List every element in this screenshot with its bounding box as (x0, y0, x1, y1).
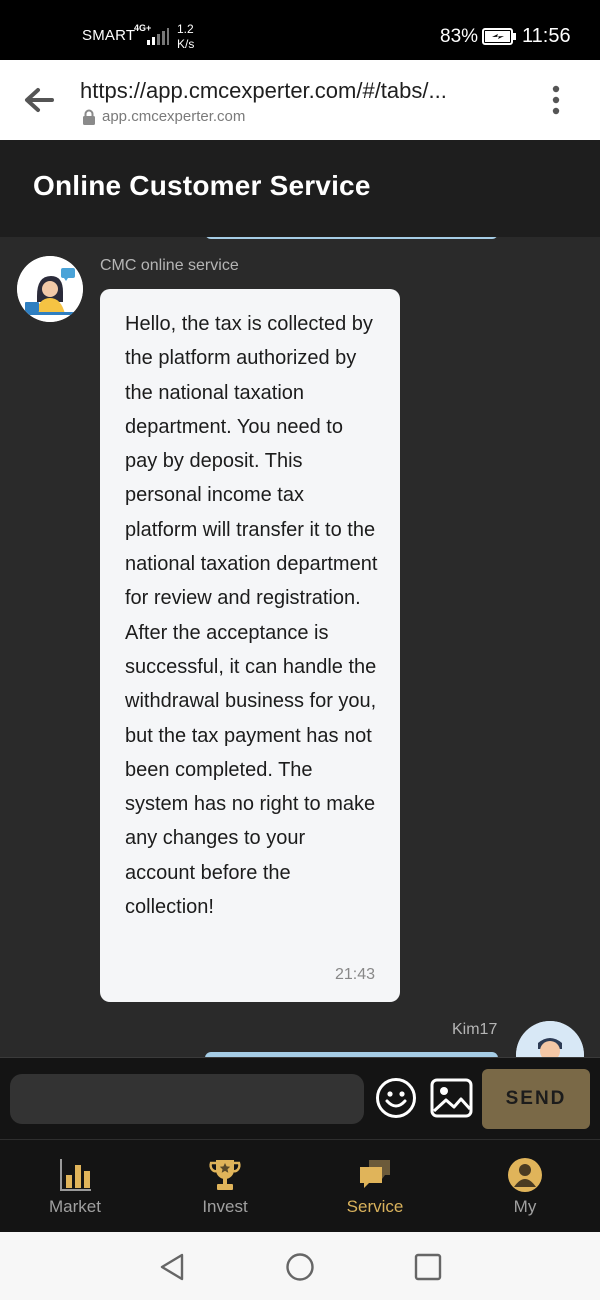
square-recent-icon[interactable] (414, 1253, 442, 1281)
tab-label: My (513, 1197, 537, 1216)
emoji-icon[interactable] (375, 1077, 417, 1119)
battery-icon (482, 28, 516, 45)
lock-icon (82, 109, 96, 125)
chat-bubbles-icon (357, 1157, 393, 1193)
tab-my[interactable] (450, 1140, 600, 1233)
page-title: Online Customer Service (33, 170, 371, 201)
tab-label: Service (346, 1197, 404, 1216)
triangle-back-icon[interactable] (158, 1252, 186, 1282)
signal-icon (147, 28, 169, 45)
trophy-icon (207, 1157, 243, 1193)
tab-service[interactable] (300, 1140, 450, 1233)
previous-message-bubble (205, 237, 498, 239)
tab-market[interactable] (0, 1140, 150, 1233)
tab-label: Invest (202, 1197, 248, 1216)
message-text: Hello, the tax is collected by the platform authorized by the national taxation department. You need to pay by deposit. This personal income tax platform will transfer it to the national taxation department for review and registration. After the acceptance is successful, it can handle the withdrawal business for you, but the tax payment has not been completed. The system has no right to make any changes to your account before the collection! (125, 313, 378, 919)
bar-chart-icon (57, 1157, 93, 1193)
circle-home-icon[interactable] (285, 1252, 315, 1282)
send-button[interactable]: SEND (482, 1069, 590, 1129)
chat-area[interactable] (0, 237, 600, 1057)
message-time: 21:43 (334, 966, 375, 983)
image-icon[interactable] (430, 1078, 473, 1118)
system-nav-bar (0, 1232, 600, 1300)
message-input[interactable] (10, 1074, 364, 1124)
message-bubble (100, 289, 400, 1002)
tab-label: Market (49, 1197, 101, 1216)
status-bar (0, 0, 600, 60)
agent-avatar (17, 256, 83, 322)
clock: 11:56 (522, 25, 571, 47)
url-text[interactable]: https://app.cmcexperter.com/#/tabs/... (80, 78, 447, 103)
user-avatar (516, 1021, 584, 1057)
network-speed: 1.2 K/s (177, 22, 195, 51)
network-type: 4G+ (134, 23, 152, 33)
message-input-bar (0, 1057, 600, 1139)
domain-label: app.cmcexperter.com (102, 108, 246, 125)
url-domain (82, 108, 245, 125)
message-sender: CMC online service (100, 257, 239, 274)
tab-invest[interactable] (150, 1140, 300, 1233)
kebab-menu-icon[interactable] (548, 84, 564, 116)
battery-percent: 83% (440, 26, 479, 47)
bottom-tab-bar (0, 1139, 600, 1232)
app-header (0, 140, 600, 237)
arrow-left-icon[interactable] (22, 84, 56, 116)
user-icon (507, 1157, 543, 1193)
user-avatar-icon (516, 1021, 584, 1057)
message-sender-user: Kim17 (452, 1021, 498, 1038)
browser-toolbar (0, 60, 600, 140)
agent-avatar-icon (17, 256, 83, 322)
carrier-name: SMART (82, 27, 136, 44)
